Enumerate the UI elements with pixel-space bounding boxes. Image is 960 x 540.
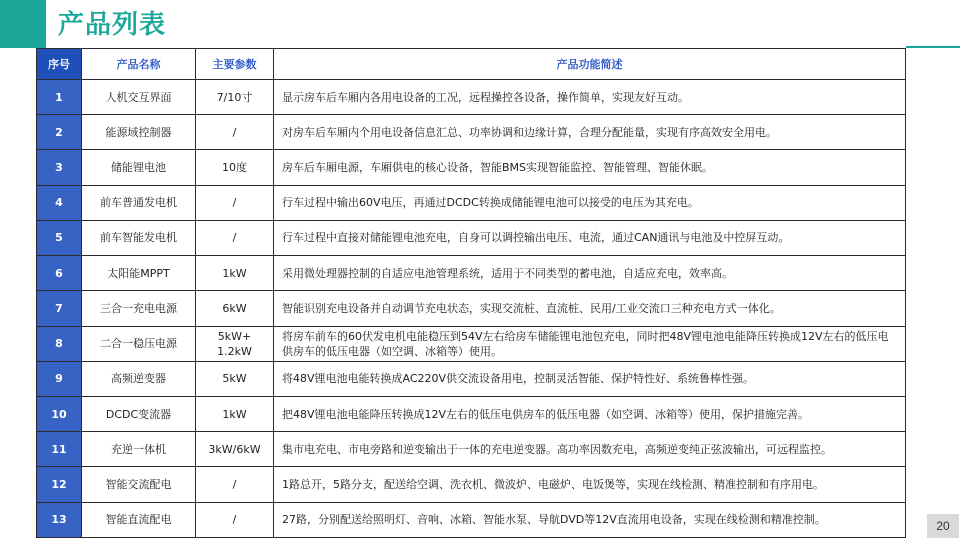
product-param: / xyxy=(196,467,274,502)
product-param: 6kW xyxy=(196,291,274,326)
row-number: 8 xyxy=(37,326,82,361)
product-description: 行车过程中输出60V电压，再通过DCDC转换成储能锂电池可以接受的电压为其充电。 xyxy=(274,185,906,220)
table-row xyxy=(37,220,906,255)
title-accent-bar xyxy=(0,0,46,48)
product-table xyxy=(36,48,906,538)
product-name: 人机交互界面 xyxy=(82,80,196,115)
table-row xyxy=(37,80,906,115)
table-row xyxy=(37,115,906,150)
row-number: 9 xyxy=(37,361,82,396)
product-description: 智能识别充电设备并自动调节充电状态，实现交流桩、直流桩、民用/工业交流口三种充电方式一体化。 xyxy=(274,291,906,326)
product-param: 3kW/6kW xyxy=(196,432,274,467)
header-param: 主要参数 xyxy=(196,49,274,80)
product-description: 把48V锂电池电能降压转换成12V左右的低压电供房车的低压电器（如空调、冰箱等）使用，保护措施完善。 xyxy=(274,396,906,431)
product-name: 前车普通发电机 xyxy=(82,185,196,220)
table-row xyxy=(37,396,906,431)
row-number: 2 xyxy=(37,115,82,150)
product-param: 1kW xyxy=(196,396,274,431)
row-number: 12 xyxy=(37,467,82,502)
product-name: 充逆一体机 xyxy=(82,432,196,467)
table-body xyxy=(37,80,906,538)
product-description: 将48V锂电池电能转换成AC220V供交流设备用电，控制灵活智能、保护特性好、系统鲁棒性强。 xyxy=(274,361,906,396)
product-table-container xyxy=(36,48,906,538)
table-header-row xyxy=(37,49,906,80)
product-description: 行车过程中直接对储能锂电池充电，自身可以调控输出电压、电流，通过CAN通讯与电池及中控屏互动。 xyxy=(274,220,906,255)
row-number: 13 xyxy=(37,502,82,537)
title-rule xyxy=(906,46,960,48)
product-param: 5kW+ 1.2kW xyxy=(196,326,274,361)
table-row xyxy=(37,326,906,361)
product-name: 能源域控制器 xyxy=(82,115,196,150)
row-number: 4 xyxy=(37,185,82,220)
product-name: 三合一充电电源 xyxy=(82,291,196,326)
row-number: 3 xyxy=(37,150,82,185)
row-number: 10 xyxy=(37,396,82,431)
product-name: 太阳能MPPT xyxy=(82,256,196,291)
product-param: / xyxy=(196,220,274,255)
product-name: DCDC变流器 xyxy=(82,396,196,431)
product-description: 显示房车后车厢内各用电设备的工况，远程操控各设备，操作简单，实现友好互动。 xyxy=(274,80,906,115)
product-name: 智能交流配电 xyxy=(82,467,196,502)
header-desc: 产品功能简述 xyxy=(274,49,906,80)
product-description: 房车后车厢电源，车厢供电的核心设备，智能BMS实现智能监控、智能管理、智能休眠。 xyxy=(274,150,906,185)
product-description: 采用微处理器控制的自适应电池管理系统，适用于不同类型的蓄电池，自适应充电，效率高。 xyxy=(274,256,906,291)
product-description: 对房车后车厢内个用电设备信息汇总、功率协调和边缘计算，合理分配能量，实现有序高效安全用电。 xyxy=(274,115,906,150)
table-row xyxy=(37,361,906,396)
product-name: 前车智能发电机 xyxy=(82,220,196,255)
product-description: 集市电充电、市电旁路和逆变输出于一体的充电逆变器。高功率因数充电，高频逆变纯正弦波输出，可远程监控。 xyxy=(274,432,906,467)
product-description: 27路，分别配送给照明灯、音响、冰箱、智能水泵、导航DVD等12V直流用电设备，实现在线检测和精准控制。 xyxy=(274,502,906,537)
row-number: 6 xyxy=(37,256,82,291)
product-name: 智能直流配电 xyxy=(82,502,196,537)
header-name: 产品名称 xyxy=(82,49,196,80)
table-row xyxy=(37,185,906,220)
product-description: 将房车前车的60伏发电机电能稳压到54V左右给房车储能锂电池包充电，同时把48V锂电池电能降压转换成12V左右的低压电供房车的低压电器（如空调、冰箱等）使用。 xyxy=(274,326,906,361)
table-row xyxy=(37,256,906,291)
product-param: 5kW xyxy=(196,361,274,396)
row-number: 11 xyxy=(37,432,82,467)
table-row xyxy=(37,150,906,185)
product-param: / xyxy=(196,185,274,220)
product-name: 二合一稳压电源 xyxy=(82,326,196,361)
page-number: 20 xyxy=(927,514,959,538)
product-name: 高频逆变器 xyxy=(82,361,196,396)
table-row xyxy=(37,291,906,326)
product-param: 1kW xyxy=(196,256,274,291)
table-row xyxy=(37,502,906,537)
product-param: 10度 xyxy=(196,150,274,185)
row-number: 7 xyxy=(37,291,82,326)
header-no: 序号 xyxy=(37,49,82,80)
table-row xyxy=(37,467,906,502)
page-title: 产品列表 xyxy=(58,10,167,40)
row-number: 1 xyxy=(37,80,82,115)
product-param: / xyxy=(196,115,274,150)
product-description: 1路总开，5路分支，配送给空调、洗衣机、微波炉、电磁炉、电饭煲等，实现在线检测、精准控制和有序用电。 xyxy=(274,467,906,502)
product-param: 7/10寸 xyxy=(196,80,274,115)
product-name: 储能锂电池 xyxy=(82,150,196,185)
product-param: / xyxy=(196,502,274,537)
table-row xyxy=(37,432,906,467)
row-number: 5 xyxy=(37,220,82,255)
